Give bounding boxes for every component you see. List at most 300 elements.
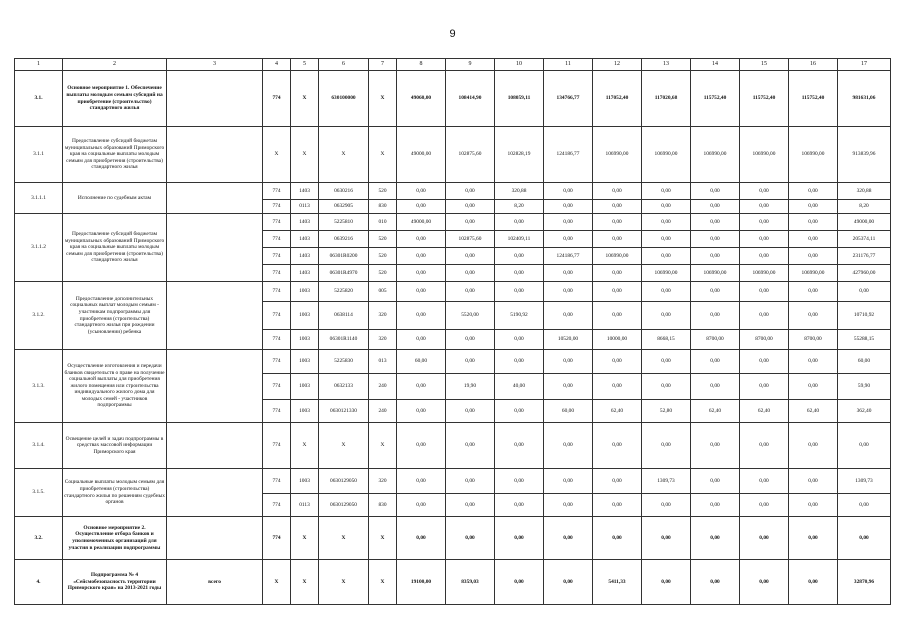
funding-source [167, 517, 263, 560]
code-grbs: 774 [263, 350, 291, 374]
code-expense-type: X [369, 127, 397, 183]
amount-cell: 0,00 [740, 423, 789, 469]
header-cell: 14 [691, 59, 740, 71]
funding-source [167, 350, 263, 423]
code-expense-type: X [369, 517, 397, 560]
amount-cell: 0,00 [789, 183, 838, 200]
amount-cell: 106990,00 [740, 265, 789, 282]
amount-cell: 0,00 [446, 423, 495, 469]
amount-cell: 0,00 [593, 469, 642, 494]
item-number: 3.1.5. [15, 469, 63, 517]
amount-cell: 0,00 [691, 282, 740, 302]
item-description: Основное мероприятие 2. Осуществление отбора банков и уполномоченных организаций для участия в реализации подпрограммы [63, 517, 167, 560]
item-description: Осуществление изготовления и передачи бланков свидетельств о праве на получение социальной выплаты для приобретения жилого помещения или строительства индивидуального жилого дома для молодых семей - участников подпрограммы [63, 350, 167, 423]
amount-cell: 0,00 [495, 517, 544, 560]
amount-cell: 0,00 [397, 330, 446, 350]
amount-cell: 62,40 [789, 400, 838, 423]
amount-cell: 106990,00 [789, 127, 838, 183]
amount-cell: 8,20 [838, 200, 891, 214]
amount-cell: 0,00 [495, 400, 544, 423]
amount-cell: 108059,11 [495, 71, 544, 127]
amount-cell: 124186,77 [544, 248, 593, 265]
amount-cell: 8,20 [495, 200, 544, 214]
amount-cell: 0,00 [446, 517, 495, 560]
code-grbs: 774 [263, 183, 291, 200]
amount-cell: 0,00 [691, 231, 740, 248]
code-expense-type: X [369, 560, 397, 605]
amount-cell: 0,00 [446, 214, 495, 231]
amount-cell: 0,00 [642, 423, 691, 469]
amount-cell: 0,00 [593, 265, 642, 282]
amount-cell: 0,00 [397, 302, 446, 330]
amount-cell: 0,00 [397, 231, 446, 248]
code-grbs: 774 [263, 517, 291, 560]
code-expense-type: 520 [369, 183, 397, 200]
amount-cell: 0,00 [740, 494, 789, 517]
amount-cell: 0,00 [446, 350, 495, 374]
code-expense-type: X [369, 71, 397, 127]
amount-cell: 0,00 [740, 183, 789, 200]
amount-cell: 117052,40 [593, 71, 642, 127]
code-section: 1403 [291, 265, 319, 282]
amount-cell: 0,00 [642, 560, 691, 605]
item-number: 3.1. [15, 71, 63, 127]
amount-cell: 0,00 [495, 282, 544, 302]
code-target: 0630216 [319, 183, 369, 200]
amount-cell: 0,00 [838, 517, 891, 560]
amount-cell: 0,00 [446, 200, 495, 214]
amount-cell: 0,00 [691, 200, 740, 214]
amount-cell: 106990,00 [593, 248, 642, 265]
table-row [15, 560, 891, 605]
amount-cell: 0,00 [397, 494, 446, 517]
amount-cell: 0,00 [740, 350, 789, 374]
amount-cell: 0,00 [691, 248, 740, 265]
amount-cell: 0,00 [789, 200, 838, 214]
code-grbs: 774 [263, 71, 291, 127]
amount-cell: 0,00 [544, 200, 593, 214]
amount-cell: 102409,11 [495, 231, 544, 248]
amount-cell: 0,00 [446, 330, 495, 350]
code-expense-type: 520 [369, 248, 397, 265]
amount-cell: 0,00 [789, 248, 838, 265]
amount-cell: 1309,73 [642, 469, 691, 494]
amount-cell: 106990,00 [593, 127, 642, 183]
table-row [15, 350, 891, 374]
header-cell: 15 [740, 59, 789, 71]
funding-source [167, 469, 263, 517]
code-expense-type: X [369, 423, 397, 469]
amount-cell: 0,00 [642, 350, 691, 374]
amount-cell: 0,00 [495, 214, 544, 231]
header-cell: 1 [15, 59, 63, 71]
amount-cell: 913839,96 [838, 127, 891, 183]
amount-cell: 0,00 [642, 214, 691, 231]
code-section: 1003 [291, 374, 319, 400]
code-expense-type: 520 [369, 265, 397, 282]
code-section: 1003 [291, 469, 319, 494]
header-cell: 10 [495, 59, 544, 71]
header-cell: 17 [838, 59, 891, 71]
amount-cell: 0,00 [642, 302, 691, 330]
code-grbs: 774 [263, 282, 291, 302]
code-target: 630100000 [319, 71, 369, 127]
amount-cell: 0,00 [691, 494, 740, 517]
amount-cell: 49060,00 [397, 71, 446, 127]
code-target: 0639216 [319, 231, 369, 248]
amount-cell: 0,00 [740, 469, 789, 494]
item-description: Основное мероприятие 1. Обеспечение выплаты молодым семьям субсидий на приобретение (строительство) стандартного жилья [63, 71, 167, 127]
amount-cell: 0,00 [593, 214, 642, 231]
code-target: 06301R1140 [319, 330, 369, 350]
amount-cell: 108414,90 [446, 71, 495, 127]
funding-source [167, 423, 263, 469]
table-row [15, 214, 891, 231]
code-target: 0630129050 [319, 469, 369, 494]
amount-cell: 320,88 [495, 183, 544, 200]
code-grbs: 774 [263, 200, 291, 214]
code-section: 1003 [291, 400, 319, 423]
amount-cell: 0,00 [495, 265, 544, 282]
amount-cell: 102875,60 [446, 231, 495, 248]
code-section: 1003 [291, 282, 319, 302]
amount-cell: 102828,19 [495, 127, 544, 183]
amount-cell: 0,00 [642, 374, 691, 400]
amount-cell: 0,00 [544, 214, 593, 231]
amount-cell: 0,00 [397, 265, 446, 282]
amount-cell: 1309,73 [838, 469, 891, 494]
amount-cell: 0,00 [642, 231, 691, 248]
amount-cell: 0,00 [593, 494, 642, 517]
table-row [15, 127, 891, 183]
amount-cell: 0,00 [740, 231, 789, 248]
amount-cell: 0,00 [397, 248, 446, 265]
amount-cell: 0,00 [397, 374, 446, 400]
code-section: 1003 [291, 330, 319, 350]
amount-cell: 0,00 [789, 423, 838, 469]
amount-cell: 124186,77 [544, 127, 593, 183]
amount-cell: 0,00 [740, 282, 789, 302]
amount-cell: 60,00 [838, 350, 891, 374]
code-section: 1003 [291, 302, 319, 330]
amount-cell: 0,00 [740, 214, 789, 231]
code-section: 1403 [291, 214, 319, 231]
item-number: 3.2. [15, 517, 63, 560]
amount-cell: 362,40 [838, 400, 891, 423]
code-expense-type: 320 [369, 469, 397, 494]
amount-cell: 0,00 [789, 282, 838, 302]
funding-source [167, 127, 263, 183]
header-row [15, 59, 891, 71]
amount-cell: 0,00 [789, 494, 838, 517]
header-cell: 5 [291, 59, 319, 71]
code-expense-type: 320 [369, 330, 397, 350]
amount-cell: 8700,00 [740, 330, 789, 350]
amount-cell: 10520,00 [544, 330, 593, 350]
code-expense-type: 005 [369, 282, 397, 302]
amount-cell: 0,00 [740, 560, 789, 605]
amount-cell: 8700,00 [789, 330, 838, 350]
amount-cell: 0,00 [740, 374, 789, 400]
code-target: 06301R4970 [319, 265, 369, 282]
header-cell: 4 [263, 59, 291, 71]
amount-cell: 0,00 [789, 231, 838, 248]
amount-cell: 0,00 [642, 494, 691, 517]
amount-cell: 102875,60 [446, 127, 495, 183]
code-expense-type: 240 [369, 400, 397, 423]
amount-cell: 0,00 [691, 183, 740, 200]
amount-cell: 427960,00 [838, 265, 891, 282]
amount-cell: 0,00 [397, 469, 446, 494]
header-cell: 3 [167, 59, 263, 71]
amount-cell: 62,40 [691, 400, 740, 423]
amount-cell: 0,00 [446, 282, 495, 302]
code-target: X [319, 423, 369, 469]
amount-cell: 0,00 [789, 374, 838, 400]
header-cell: 9 [446, 59, 495, 71]
code-expense-type: 830 [369, 494, 397, 517]
amount-cell: 0,00 [495, 330, 544, 350]
amount-cell: 0,00 [495, 560, 544, 605]
amount-cell: 8359,03 [446, 560, 495, 605]
amount-cell: 0,00 [642, 282, 691, 302]
code-grbs: 774 [263, 248, 291, 265]
code-grbs: 774 [263, 330, 291, 350]
code-section: 1403 [291, 183, 319, 200]
amount-cell: 0,00 [838, 494, 891, 517]
amount-cell: 0,00 [446, 469, 495, 494]
amount-cell: 40,00 [495, 374, 544, 400]
amount-cell: 0,00 [789, 560, 838, 605]
amount-cell: 0,00 [397, 423, 446, 469]
item-description: Предоставление субсидий бюджетам муниципальных образований Приморского края на социальные выплаты молодым семьям для приобретения (строительства) стандартного жилья [63, 127, 167, 183]
code-expense-type: 240 [369, 374, 397, 400]
amount-cell: 0,00 [593, 282, 642, 302]
amount-cell: 0,00 [838, 423, 891, 469]
amount-cell: 205374,11 [838, 231, 891, 248]
amount-cell: 0,00 [544, 423, 593, 469]
item-number: 3.1.1.2 [15, 214, 63, 282]
item-description: Освещение целей и задач подпрограммы в средствах массовой информации Приморского края [63, 423, 167, 469]
code-target: 0630121330 [319, 400, 369, 423]
code-grbs: X [263, 560, 291, 605]
item-description: Социальные выплаты молодым семьям для приобретения (строительства) стандартного жилья по решениям судебных органов [63, 469, 167, 517]
amount-cell: 0,00 [789, 350, 838, 374]
amount-cell: 49000,00 [397, 214, 446, 231]
funding-source [167, 282, 263, 350]
amount-cell: 0,00 [446, 248, 495, 265]
code-target: X [319, 517, 369, 560]
amount-cell: 0,00 [642, 248, 691, 265]
code-target: 06301R0200 [319, 248, 369, 265]
code-expense-type: 320 [369, 302, 397, 330]
amount-cell: 106990,00 [691, 265, 740, 282]
amount-cell: 49000,00 [397, 127, 446, 183]
code-target: 5225810 [319, 214, 369, 231]
amount-cell: 60,00 [544, 400, 593, 423]
amount-cell: 115752,40 [740, 71, 789, 127]
amount-cell: 0,00 [593, 517, 642, 560]
item-number: 4. [15, 560, 63, 605]
code-section: X [291, 423, 319, 469]
amount-cell: 106990,00 [691, 127, 740, 183]
code-section: 1403 [291, 248, 319, 265]
amount-cell: 117020,68 [642, 71, 691, 127]
code-target: 0638114 [319, 302, 369, 330]
amount-cell: 0,00 [593, 423, 642, 469]
code-grbs: 774 [263, 400, 291, 423]
amount-cell: 0,00 [789, 302, 838, 330]
amount-cell: 0,00 [397, 200, 446, 214]
amount-cell: 5411,33 [593, 560, 642, 605]
amount-cell: 115752,40 [789, 71, 838, 127]
code-grbs: 774 [263, 231, 291, 248]
amount-cell: 0,00 [446, 265, 495, 282]
amount-cell: 0,00 [838, 282, 891, 302]
funding-source [167, 183, 263, 214]
amount-cell: 60,00 [397, 350, 446, 374]
funding-source: всего [167, 560, 263, 605]
amount-cell: 8668,15 [642, 330, 691, 350]
amount-cell: 0,00 [446, 400, 495, 423]
item-number: 3.1.2. [15, 282, 63, 350]
amount-cell: 0,00 [691, 214, 740, 231]
code-section: 1003 [291, 350, 319, 374]
amount-cell: 62,40 [593, 400, 642, 423]
amount-cell: 0,00 [544, 517, 593, 560]
amount-cell: 49000,00 [838, 214, 891, 231]
table-row [15, 517, 891, 560]
item-number: 3.1.1.1 [15, 183, 63, 214]
code-expense-type: 520 [369, 231, 397, 248]
header-cell: 11 [544, 59, 593, 71]
amount-cell: 8700,00 [691, 330, 740, 350]
code-target: X [319, 127, 369, 183]
header-cell: 16 [789, 59, 838, 71]
code-section: X [291, 127, 319, 183]
header-cell: 7 [369, 59, 397, 71]
code-target: X [319, 560, 369, 605]
amount-cell: 19100,00 [397, 560, 446, 605]
table-row [15, 469, 891, 494]
code-section: 0113 [291, 494, 319, 517]
amount-cell: 0,00 [495, 248, 544, 265]
amount-cell: 0,00 [691, 560, 740, 605]
amount-cell: 981631,06 [838, 71, 891, 127]
amount-cell: 0,00 [397, 183, 446, 200]
item-number: 3.1.4. [15, 423, 63, 469]
amount-cell: 0,00 [495, 494, 544, 517]
amount-cell: 0,00 [691, 469, 740, 494]
code-grbs: X [263, 127, 291, 183]
amount-cell: 0,00 [544, 231, 593, 248]
item-description: Исполнение по судебным актам [63, 183, 167, 214]
amount-cell: 0,00 [495, 423, 544, 469]
amount-cell: 0,00 [691, 350, 740, 374]
code-grbs: 774 [263, 469, 291, 494]
amount-cell: 0,00 [544, 494, 593, 517]
header-cell: 8 [397, 59, 446, 71]
funding-source [167, 71, 263, 127]
amount-cell: 0,00 [397, 400, 446, 423]
amount-cell: 106990,00 [642, 127, 691, 183]
amount-cell: 0,00 [593, 183, 642, 200]
table-row [15, 282, 891, 302]
item-number: 3.1.1 [15, 127, 63, 183]
amount-cell: 0,00 [544, 183, 593, 200]
amount-cell: 0,00 [446, 494, 495, 517]
amount-cell: 106990,00 [740, 127, 789, 183]
amount-cell: 0,00 [642, 183, 691, 200]
table-row [15, 183, 891, 200]
amount-cell: 0,00 [544, 265, 593, 282]
code-section: X [291, 517, 319, 560]
amount-cell: 0,00 [740, 248, 789, 265]
page-number: 9 [449, 28, 456, 40]
amount-cell: 0,00 [691, 517, 740, 560]
amount-cell: 0,00 [544, 469, 593, 494]
header-cell: 2 [63, 59, 167, 71]
item-description: Предоставление субсидий бюджетам муниципальных образований Приморского края на социальные выплаты молодым семьям для приобретения (строительства) стандартного жилья [63, 214, 167, 282]
code-expense-type: 013 [369, 350, 397, 374]
item-number: 3.1.3. [15, 350, 63, 423]
code-grbs: 774 [263, 214, 291, 231]
amount-cell: 0,00 [642, 200, 691, 214]
amount-cell: 0,00 [740, 517, 789, 560]
amount-cell: 0,00 [789, 214, 838, 231]
amount-cell: 19,90 [446, 374, 495, 400]
amount-cell: 0,00 [544, 560, 593, 605]
code-target: 5225830 [319, 350, 369, 374]
amount-cell: 0,00 [691, 374, 740, 400]
amount-cell: 0,00 [740, 302, 789, 330]
amount-cell: 10000,00 [593, 330, 642, 350]
amount-cell: 52,80 [642, 400, 691, 423]
amount-cell: 5190,92 [495, 302, 544, 330]
amount-cell: 106990,00 [789, 265, 838, 282]
item-description: Предоставление дополнительных социальных выплат молодым семьям - участникам подпрограммы для приобретения (строительства) стандартного жилья при рождении (усыновлении) ребенка [63, 282, 167, 350]
amount-cell: 0,00 [544, 374, 593, 400]
amount-cell: 0,00 [691, 302, 740, 330]
code-section: 0113 [291, 200, 319, 214]
code-expense-type: 830 [369, 200, 397, 214]
amount-cell: 0,00 [495, 350, 544, 374]
amount-cell: 134766,77 [544, 71, 593, 127]
amount-cell: 0,00 [593, 374, 642, 400]
code-target: 5225820 [319, 282, 369, 302]
amount-cell: 106990,00 [642, 265, 691, 282]
code-expense-type: 010 [369, 214, 397, 231]
amount-cell: 0,00 [544, 302, 593, 330]
table-row [15, 423, 891, 469]
amount-cell: 0,00 [593, 350, 642, 374]
code-grbs: 774 [263, 265, 291, 282]
code-target: 0632905 [319, 200, 369, 214]
table-row [15, 71, 891, 127]
item-description: Подпрограмма № 4 «Сейсмобезопасность территории Приморского края» на 2013-2021 годы [63, 560, 167, 605]
header-cell: 6 [319, 59, 369, 71]
amount-cell: 62,40 [740, 400, 789, 423]
code-grbs: 774 [263, 302, 291, 330]
amount-cell: 59,90 [838, 374, 891, 400]
budget-table [14, 58, 891, 605]
amount-cell: 0,00 [593, 200, 642, 214]
code-grbs: 774 [263, 374, 291, 400]
amount-cell: 32870,96 [838, 560, 891, 605]
amount-cell: 115752,40 [691, 71, 740, 127]
amount-cell: 0,00 [544, 350, 593, 374]
amount-cell: 0,00 [789, 517, 838, 560]
